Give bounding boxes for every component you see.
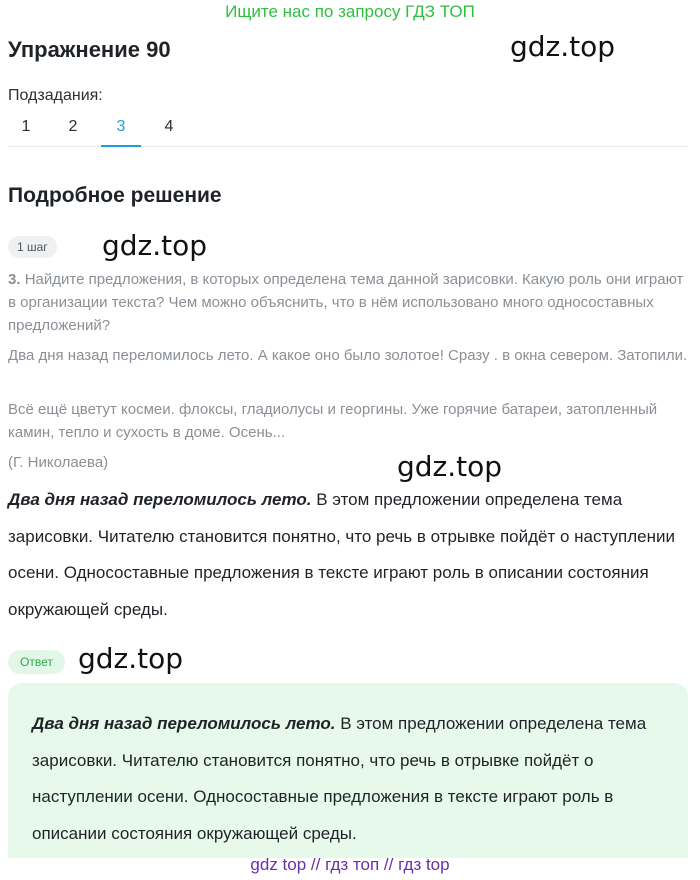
page-title: Упражнение 90 — [8, 37, 171, 62]
promo-banner-bottom[interactable]: gdz top // гдз топ // гдз top — [250, 855, 450, 874]
tab-subtask-3[interactable]: 3 — [101, 115, 141, 147]
tab-subtask-2[interactable]: 2 — [68, 118, 78, 135]
task-paragraph-1: Два дня назад переломилось лето. А какое оно было золотое! Сразу . в окна севером. Затопили. — [8, 347, 688, 364]
task-author: (Г. Николаева) — [8, 454, 109, 471]
tab-subtask-1[interactable]: 1 — [21, 118, 31, 135]
task-paragraph-2: Всё ещё цветут космеи. флоксы, гладиолусы и георгины. Уже горячие батареи, затопленный камин, тепло и сухость в доме. Осень... — [8, 401, 658, 441]
answer-body: В этом предложении определена тема зарисовки. Читателю становится понятно, что речь в отрывке пойдёт о наступлении осени. Односоставные предложения в тексте играют роль в описании состояния окружающей среды. — [32, 714, 647, 843]
task-number: 3. — [8, 271, 21, 288]
watermark-4: gdz.top — [78, 642, 184, 675]
answer-text — [32, 706, 672, 852]
subtask-tabs — [8, 115, 688, 147]
task-question-text: Найдите предложения, в которых определена тема данной зарисовки. Какую роль они играют в организации текста? Чем можно объяснить, что в нём использовано много односоставных предложений? — [8, 271, 684, 334]
section-title: Подробное решение — [8, 184, 222, 207]
step-badge: 1 шаг — [8, 236, 57, 258]
solution-quote: Два дня назад переломилось лето. — [8, 490, 312, 509]
promo-banner-top[interactable]: Ищите нас по запросу ГДЗ ТОП — [225, 2, 475, 21]
solution-body: В этом предложении определена тема зарисовки. Читателю становится понятно, что речь в отрывке пойдёт о наступлении осени. Односоставные предложения в тексте играют роль в описании состояния окружающей среды. — [8, 490, 675, 619]
watermark-3: gdz.top — [397, 450, 503, 483]
solution-text — [8, 482, 688, 628]
watermark-1: gdz.top — [510, 30, 616, 63]
task-question — [8, 268, 688, 337]
watermark-2: gdz.top — [102, 229, 208, 262]
tab-subtask-4[interactable]: 4 — [164, 118, 174, 135]
answer-badge: Ответ — [8, 650, 65, 674]
subtasks-label: Подзадания: — [8, 87, 103, 104]
answer-quote: Два дня назад переломилось лето. — [32, 714, 336, 733]
